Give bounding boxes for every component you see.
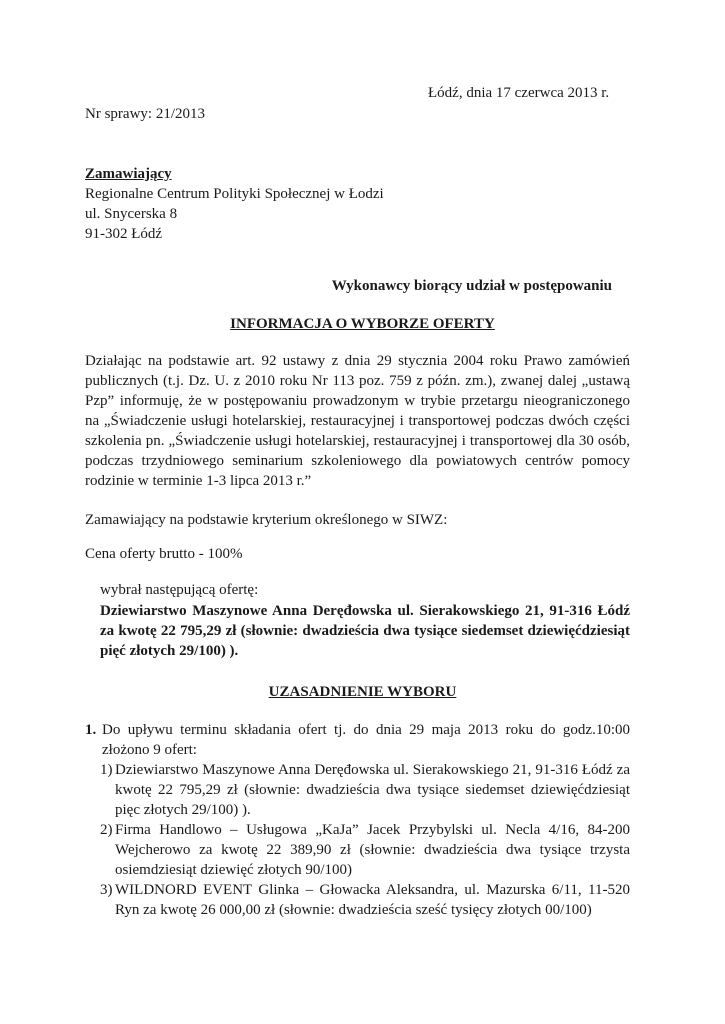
list-item-text: WILDNORD EVENT Glinka – Głowacka Aleksandra, ul. Mazurska 6/11, 11-520 Ryn za kwotę 26 000,00 zł (słownie: dwadzieścia sześć tysięcy złotych 00/100): [115, 882, 630, 918]
list-item-number: 1): [100, 762, 113, 778]
justification-section: [85, 720, 630, 920]
buyer-title: Zamawiający: [85, 166, 172, 182]
document-date: Łódź, dnia 17 czerwca 2013 r.: [428, 85, 610, 101]
criterion-text: Cena oferty brutto - 100%: [85, 546, 243, 562]
addressee: Wykonawcy biorący udział w postępowaniu: [331, 278, 612, 294]
list-item-number: 3): [100, 882, 113, 898]
list-item-text: Dziewiarstwo Maszynowe Anna Deręđowska ul. Sierakowskiego 21, 91-316 Łódź za kwotę 22 795,29 zł (słownie: dwadzieścia dwa tysiące siedemset dziewięćdziesiąt pięc złotych 29/100) ).: [115, 762, 630, 818]
justification-number: 1.: [85, 722, 97, 738]
offers-list: [85, 760, 630, 920]
list-item: [85, 760, 630, 820]
buyer-city: 91-302 Łódź: [85, 226, 163, 242]
page-title: INFORMACJA O WYBORZE OFERTY: [230, 316, 495, 332]
chosen-intro: wybrał następującą ofertę:: [100, 582, 259, 598]
justification-text: Do upływu terminu składania ofert tj. do dnia 29 maja 2013 roku do godz.10:00 złożono 9 ofert:: [102, 722, 630, 758]
chosen-offer-block: [100, 580, 630, 661]
buyer-block: [85, 164, 585, 244]
chosen-offer: Dziewiarstwo Maszynowe Anna Deręđowska ul. Sierakowskiego 21, 91-316 Łódź za kwotę 22 795,29 zł (słownie: dwadzieścia dwa tysiące siedemset dziewięćdziesiąt pięć złotych 29/100) ).: [100, 603, 630, 659]
justification-heading: UZASADNIENIE WYBORU: [268, 684, 457, 700]
list-item: [85, 820, 630, 880]
intro-paragraph: Działając na podstawie art. 92 ustawy z dnia 29 stycznia 2004 roku Prawo zamówień publicznych (t.j. Dz. U. z 2010 roku Nr 113 poz. 759 z późn. zm.), zwanej dalej „ustawą Pzp” informuję, że w postępowaniu prowadzonym w trybie przetargu nieograniczonego na „Świadczenie usługi hotelarskiej, restauracyjnej i transportowej podczas dwóch części szkolenia pn. „Świadczenie usługi hotelarskiej, restauracyjnej i transportowej dla 30 osób, podczas trzydniowego seminarium szkoleniowego dla powiatowych centrów pomocy rodzinie w terminie 1-3 lipca 2013 r.”: [85, 353, 630, 489]
list-item-number: 2): [100, 822, 113, 838]
buyer-name: Regionalne Centrum Polityki Społecznej w Łodzi: [85, 186, 384, 202]
list-item-text: Firma Handlowo – Usługowa „KaJa” Jacek Przybylski ul. Necla 4/16, 84-200 Wejcherowo za kwotę 22 389,90 zł (słownie: dwadzieścia dwa tysiące trzysta osiemdziesiąt dziewięć złotych 90/100): [115, 822, 630, 878]
criterion-intro: Zamawiający na podstawie kryterium określonego w SIWZ:: [85, 512, 448, 528]
case-number: Nr sprawy: 21/2013: [85, 106, 205, 122]
buyer-street: ul. Snycerska 8: [85, 206, 178, 222]
list-item: [85, 880, 630, 920]
